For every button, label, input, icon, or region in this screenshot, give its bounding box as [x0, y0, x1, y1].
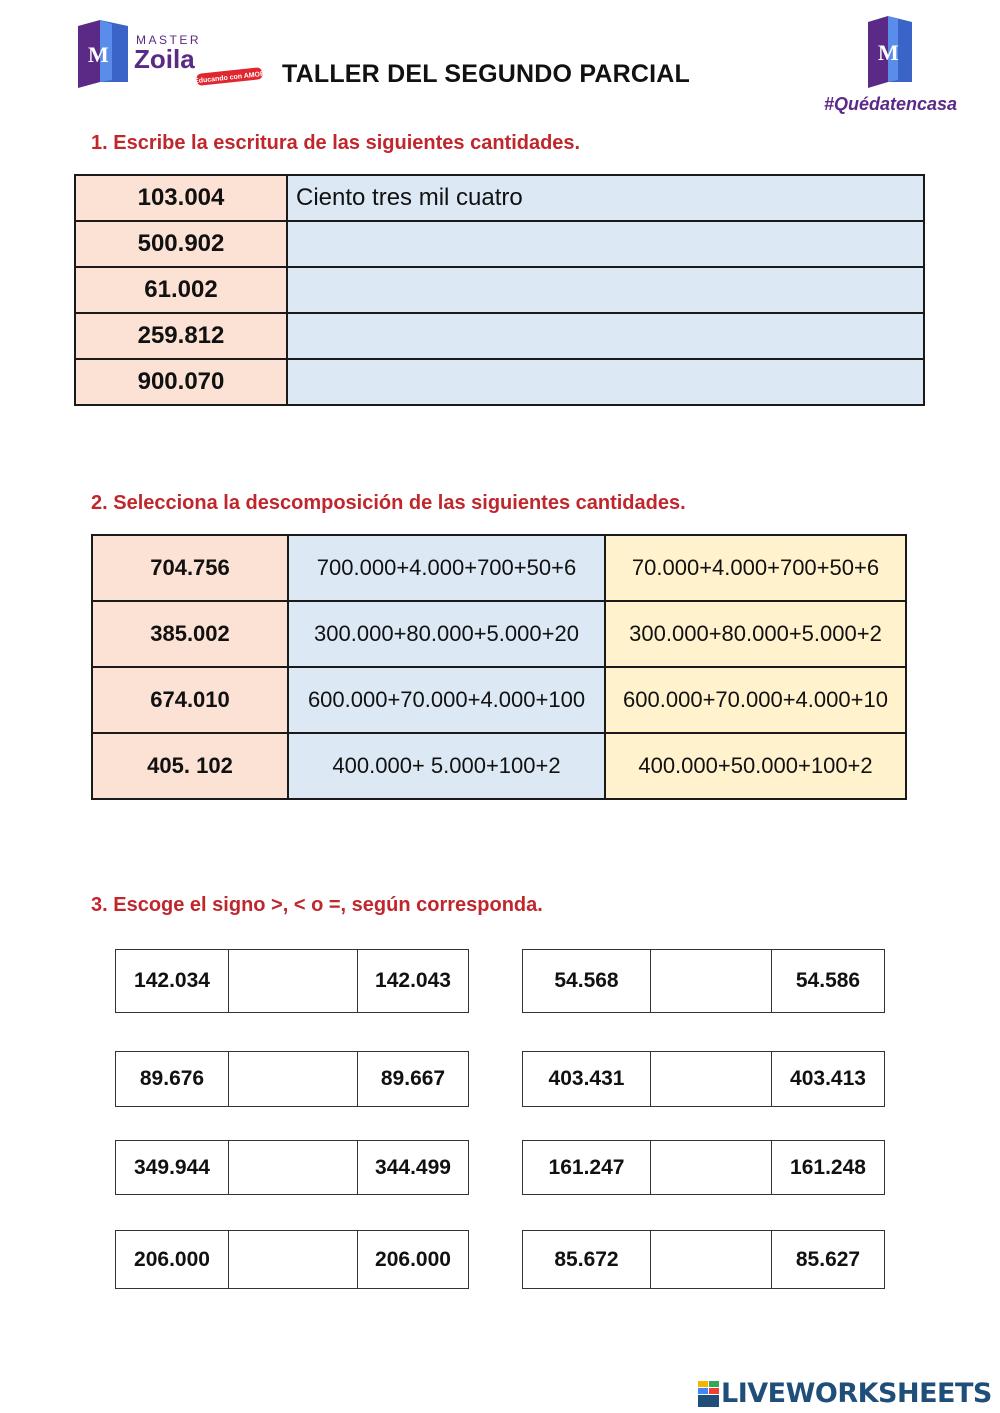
comparison-box	[115, 1051, 469, 1107]
number-cell: 704.756	[92, 535, 288, 601]
compare-right-number: 206.000	[358, 1231, 469, 1289]
sign-answer-field[interactable]	[229, 950, 358, 1013]
svg-text:MASTER: MASTER	[136, 33, 202, 47]
option-b-cell[interactable]: 70.000+4.000+700+50+6	[605, 535, 906, 601]
compare-left-number: 54.568	[523, 950, 651, 1013]
compare-left-number: 89.676	[116, 1052, 229, 1107]
comparison-box	[522, 1051, 885, 1107]
liveworksheets-brand	[697, 1376, 997, 1410]
compare-right-number: 89.667	[358, 1052, 469, 1107]
compare-left-number: 349.944	[116, 1141, 229, 1195]
sign-answer-field[interactable]	[651, 950, 772, 1013]
table-row	[75, 359, 924, 405]
number-cell: 103.004	[75, 175, 287, 221]
table-row	[75, 221, 924, 267]
option-a-cell[interactable]: 700.000+4.000+700+50+6	[288, 535, 605, 601]
compare-right-number: 142.043	[358, 950, 469, 1013]
answer-field[interactable]	[287, 267, 924, 313]
compare-left-number: 206.000	[116, 1231, 229, 1289]
section1-title: 1. Escribe la escritura de las siguientes cantidades.	[91, 132, 581, 154]
option-b-cell[interactable]: 300.000+80.000+5.000+2	[605, 601, 906, 667]
brand-name: LIVEWORKSHEETS	[721, 1378, 992, 1409]
option-b-cell[interactable]: 600.000+70.000+4.000+10	[605, 667, 906, 733]
svg-text:Educando con AMOR: Educando con AMOR	[193, 70, 266, 86]
option-a-cell[interactable]: 400.000+ 5.000+100+2	[288, 733, 605, 799]
sign-answer-field[interactable]	[229, 1052, 358, 1107]
comparison-box	[115, 1230, 469, 1289]
number-cell: 900.070	[75, 359, 287, 405]
svg-text:Zoila: Zoila	[134, 44, 195, 74]
number-writing-table	[74, 174, 925, 406]
sign-answer-field[interactable]	[651, 1141, 772, 1195]
book-logo-icon	[78, 20, 268, 90]
option-b-cell[interactable]: 400.000+50.000+100+2	[605, 733, 906, 799]
table-row	[75, 267, 924, 313]
sign-answer-field[interactable]	[651, 1052, 772, 1107]
compare-left-number: 161.247	[523, 1141, 651, 1195]
svg-text:M: M	[878, 40, 899, 65]
sign-answer-field[interactable]	[229, 1141, 358, 1195]
comparison-box	[115, 949, 469, 1013]
compare-right-number: 344.499	[358, 1141, 469, 1195]
option-a-cell[interactable]: 300.000+80.000+5.000+20	[288, 601, 605, 667]
comparison-box	[115, 1140, 469, 1195]
compare-right-number: 403.413	[772, 1052, 885, 1107]
table-row	[92, 733, 906, 799]
svg-text:M: M	[88, 42, 109, 67]
hashtag-text: #Quédatencasa	[824, 94, 958, 114]
compare-right-number: 161.248	[772, 1141, 885, 1195]
table-row	[75, 313, 924, 359]
answer-field[interactable]	[287, 359, 924, 405]
comparison-box	[522, 1230, 885, 1289]
decomposition-table	[91, 534, 907, 800]
section3-title: 3. Escoge el signo >, < o =, según corresponda.	[91, 894, 543, 916]
answer-field[interactable]: Ciento tres mil cuatro	[287, 175, 924, 221]
compare-left-number: 403.431	[523, 1052, 651, 1107]
sign-answer-field[interactable]	[651, 1231, 772, 1289]
comparison-box	[522, 949, 885, 1013]
section2-title: 2. Selecciona la descomposición de las siguientes cantidades.	[91, 492, 686, 514]
compare-right-number: 85.627	[772, 1231, 885, 1289]
table-row	[75, 175, 924, 221]
answer-field[interactable]	[287, 313, 924, 359]
book-logo-icon	[858, 16, 968, 96]
liveworksheets-icon	[697, 1380, 721, 1410]
table-row	[92, 667, 906, 733]
compare-left-number: 142.034	[116, 950, 229, 1013]
comparison-box	[522, 1140, 885, 1195]
number-cell: 500.902	[75, 221, 287, 267]
number-cell: 674.010	[92, 667, 288, 733]
answer-field[interactable]	[287, 221, 924, 267]
compare-left-number: 85.672	[523, 1231, 651, 1289]
table-row	[92, 535, 906, 601]
number-cell: 385.002	[92, 601, 288, 667]
page-title: TALLER DEL SEGUNDO PARCIAL	[282, 60, 690, 88]
compare-right-number: 54.586	[772, 950, 885, 1013]
master-zoila-logo	[78, 20, 268, 90]
number-cell: 259.812	[75, 313, 287, 359]
number-cell: 61.002	[75, 267, 287, 313]
sign-answer-field[interactable]	[229, 1231, 358, 1289]
table-row	[92, 601, 906, 667]
number-cell: 405. 102	[92, 733, 288, 799]
option-a-cell[interactable]: 600.000+70.000+4.000+100	[288, 667, 605, 733]
